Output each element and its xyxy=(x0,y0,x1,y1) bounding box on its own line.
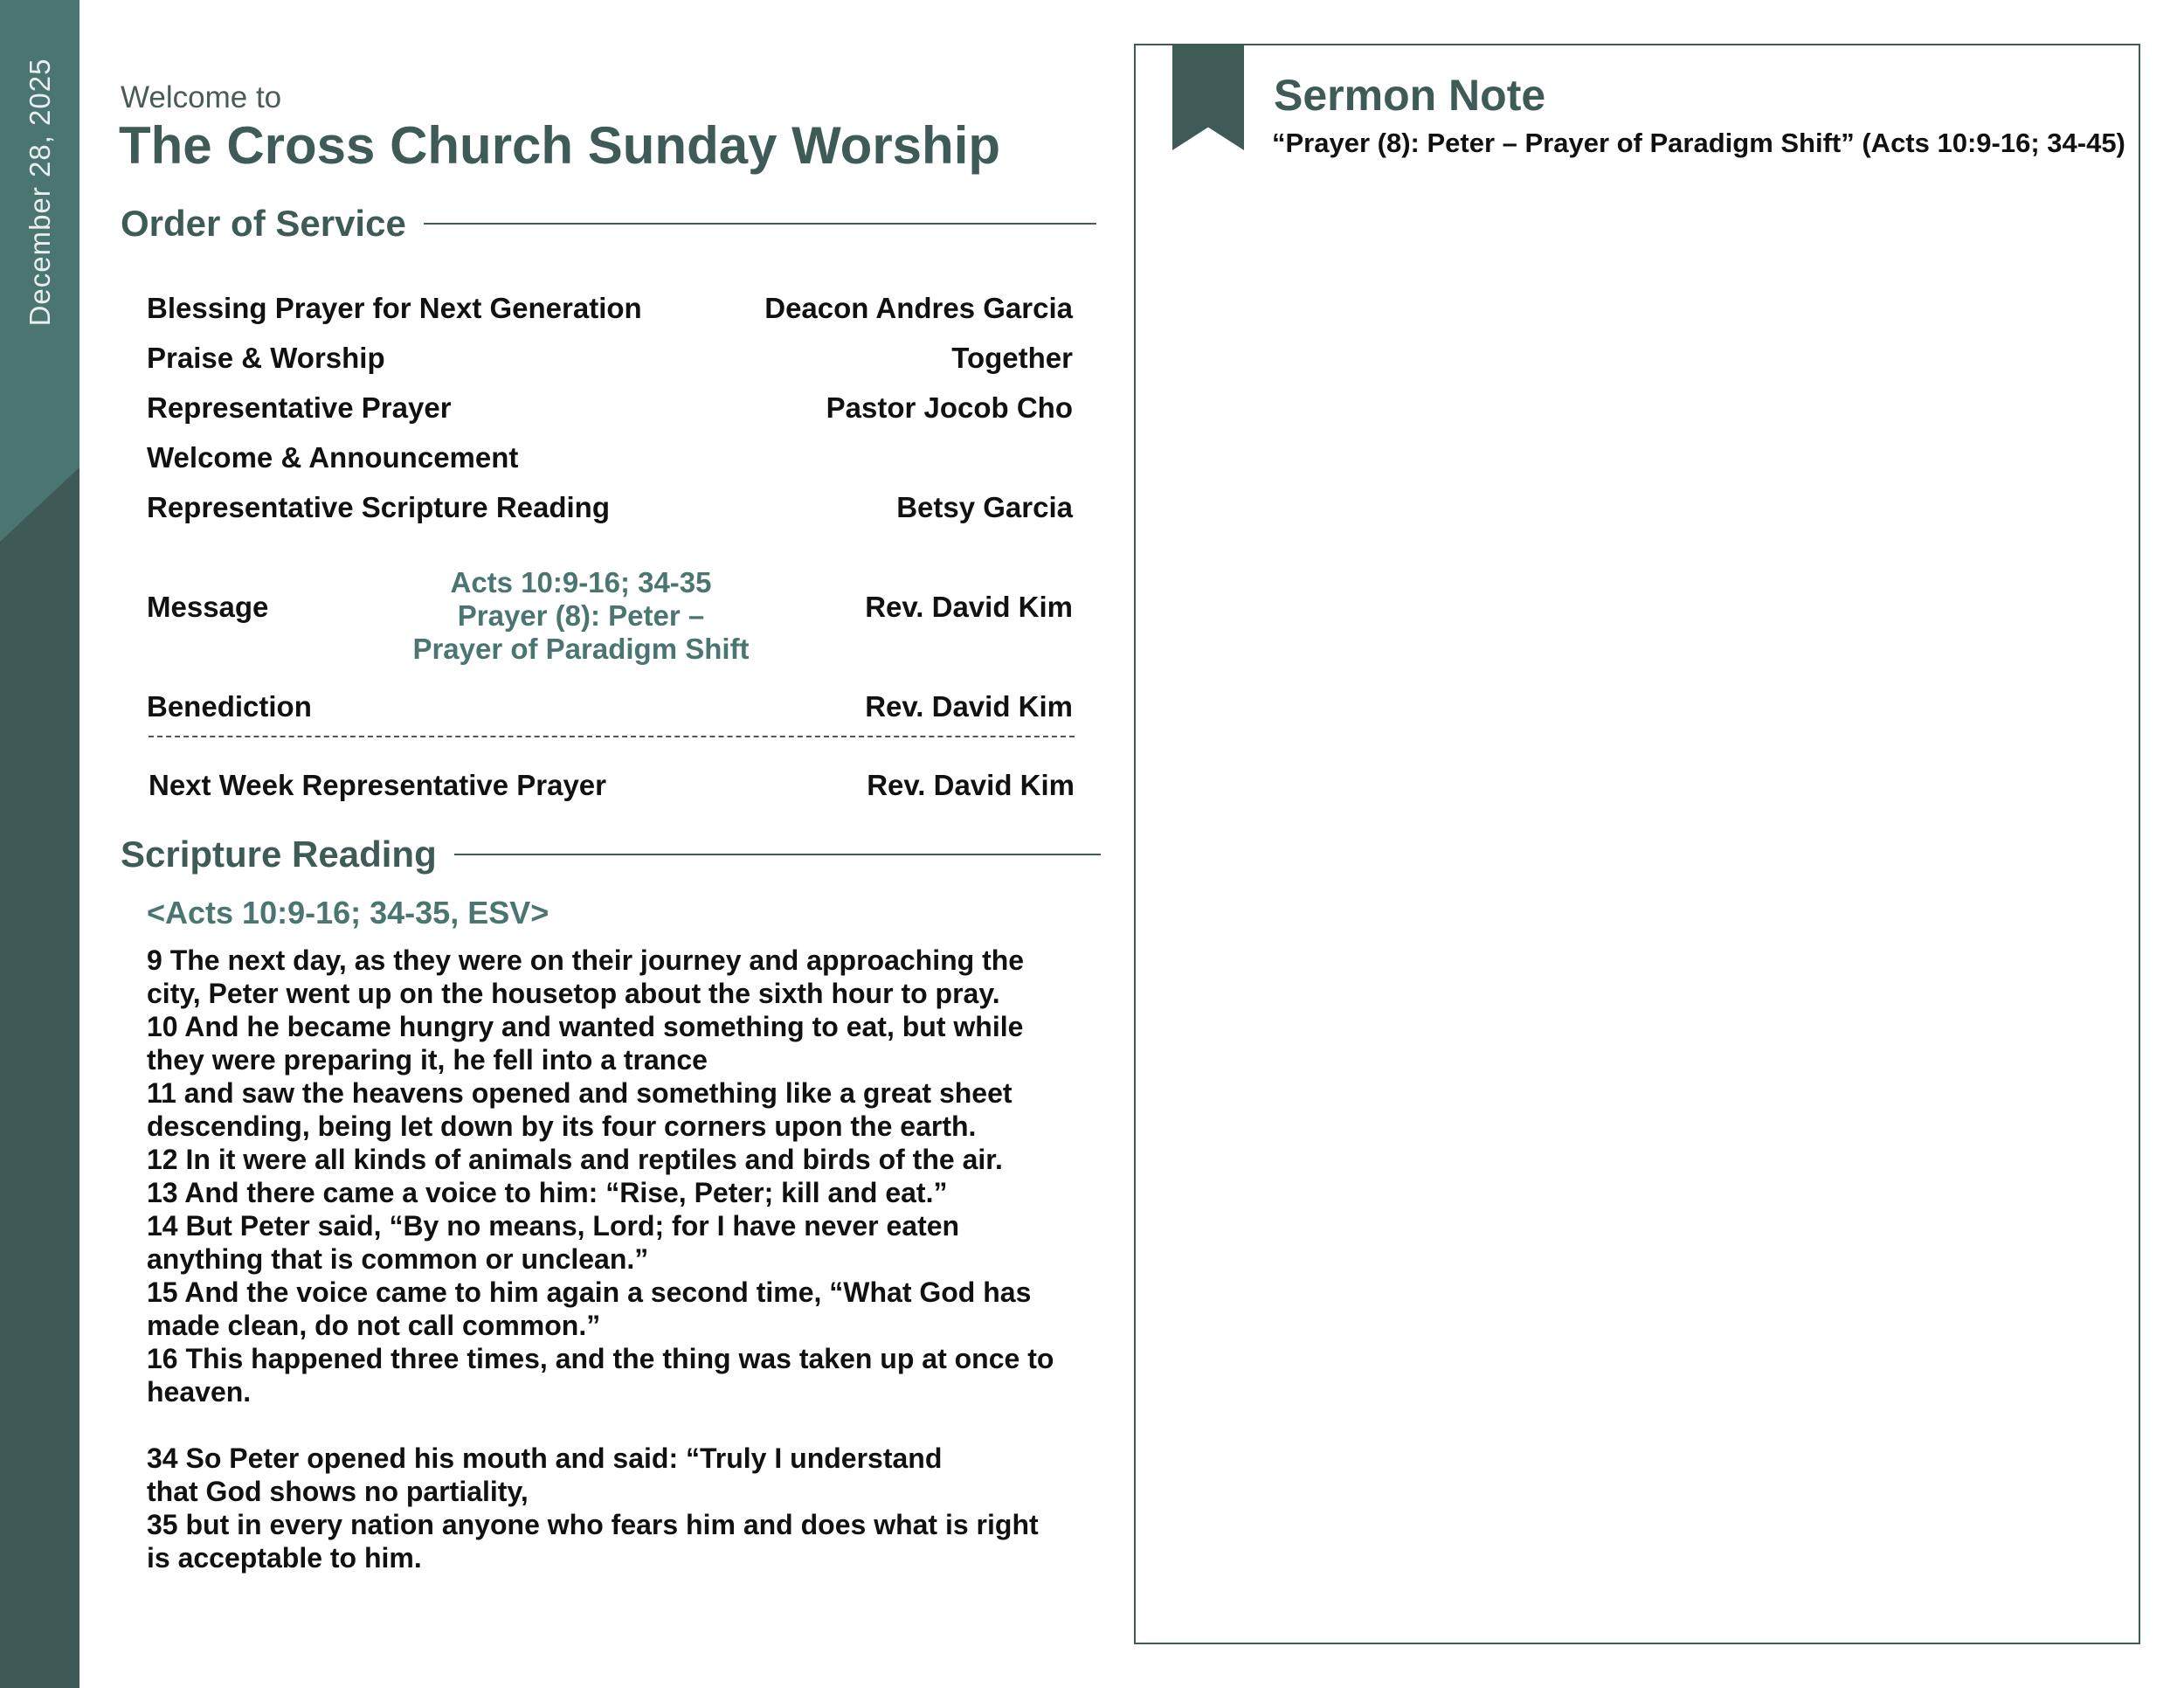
service-date: December 28, 2025 xyxy=(24,58,56,327)
service-item-person: Deacon Andres Garcia xyxy=(764,292,1073,324)
verse-line: 15 And the voice came to him again a second time, “What God has xyxy=(147,1276,1032,1308)
sermon-note-panel[interactable] xyxy=(1134,44,2140,1644)
service-item-person: Betsy Garcia xyxy=(896,491,1073,523)
scripture-text xyxy=(147,944,1099,1574)
service-item-person: Rev. David Kim xyxy=(865,591,1073,623)
service-item-person: Rev. David Kim xyxy=(865,690,1073,723)
sermon-note-title: Sermon Note xyxy=(1274,71,1546,120)
verse-line: 16 This happened three times, and the thing was taken up at once to xyxy=(147,1343,1054,1374)
page-title: The Cross Church Sunday Worship xyxy=(119,116,1001,175)
service-item-welcome-announcement xyxy=(147,441,1073,474)
verse-line: is acceptable to him. xyxy=(147,1542,422,1574)
service-item-person: Together xyxy=(951,342,1073,374)
service-item-label: Blessing Prayer for Next Generation xyxy=(147,292,642,324)
verse-line: descending, being let down by its four corners upon the earth. xyxy=(147,1110,977,1142)
order-of-service-title: Order of Service xyxy=(121,203,406,244)
verse-line: 9 The next day, as they were on their journey and approaching the xyxy=(147,944,1025,976)
verse-line: 10 And he became hungry and wanted something to eat, but while xyxy=(147,1011,1024,1042)
verse-line: made clean, do not call common.” xyxy=(147,1310,601,1341)
next-week-label: Next Week Representative Prayer xyxy=(149,769,607,801)
scripture-reading-heading xyxy=(121,834,1101,875)
message-detail xyxy=(367,566,795,666)
sermon-note-subtitle: “Prayer (8): Peter – Prayer of Paradigm Shift” (Acts 10:9-16; 34-45) xyxy=(1272,128,2125,158)
verse-line: city, Peter went up on the housetop about the sixth hour to pray. xyxy=(147,978,1000,1009)
service-item-label: Representative Prayer xyxy=(147,391,452,424)
service-item-label: Message xyxy=(147,591,269,623)
welcome-label: Welcome to xyxy=(121,80,282,114)
service-item-person: Pastor Jocob Cho xyxy=(826,391,1073,424)
service-item-label: Representative Scripture Reading xyxy=(147,491,610,523)
service-item-label: Welcome & Announcement xyxy=(147,441,519,474)
verse-line: 13 And there came a voice to him: “Rise, Peter; kill and eat.” xyxy=(147,1177,948,1208)
verse-line: 11 and saw the heavens opened and something like a great sheet xyxy=(147,1077,1013,1109)
verse-line: 35 but in every nation anyone who fears him and does what is right xyxy=(147,1509,1039,1540)
next-week-person: Rev. David Kim xyxy=(867,769,1075,801)
verse-line: 14 But Peter said, “By no means, Lord; for I have never eaten xyxy=(147,1210,960,1242)
service-item-praise-worship xyxy=(147,342,1073,375)
service-item-blessing-prayer xyxy=(147,292,1073,325)
service-item-label: Praise & Worship xyxy=(147,342,385,374)
heading-rule xyxy=(424,223,1096,225)
verse-line: heaven. xyxy=(147,1376,252,1408)
verse-line: they were preparing it, he fell into a trance xyxy=(147,1044,708,1076)
heading-rule xyxy=(454,854,1101,855)
verse-line: 12 In it were all kinds of animals and reptiles and birds of the air. xyxy=(147,1144,1003,1175)
verse-gap xyxy=(147,1408,1099,1442)
scripture-reference: <Acts 10:9-16; 34-35, ESV> xyxy=(147,895,549,930)
date-sidebar xyxy=(0,0,79,1688)
verse-line: that God shows no partiality, xyxy=(147,1476,529,1507)
dashed-divider xyxy=(149,736,1075,737)
order-of-service-heading xyxy=(121,203,1096,245)
message-reference: Acts 10:9-16; 34-35 xyxy=(450,566,712,598)
message-title-line1: Prayer (8): Peter – xyxy=(457,599,705,632)
next-week-prayer xyxy=(149,769,1075,802)
verse-line: anything that is common or unclean.” xyxy=(147,1243,649,1275)
service-item-representative-prayer xyxy=(147,391,1073,425)
service-item-label: Benediction xyxy=(147,690,312,723)
service-item-scripture-reading xyxy=(147,491,1073,524)
message-title-line2: Prayer of Paradigm Shift xyxy=(412,633,750,665)
service-item-benediction xyxy=(147,690,1073,723)
verse-line: 34 So Peter opened his mouth and said: “Truly I understand xyxy=(147,1442,943,1474)
scripture-reading-title: Scripture Reading xyxy=(121,834,437,875)
